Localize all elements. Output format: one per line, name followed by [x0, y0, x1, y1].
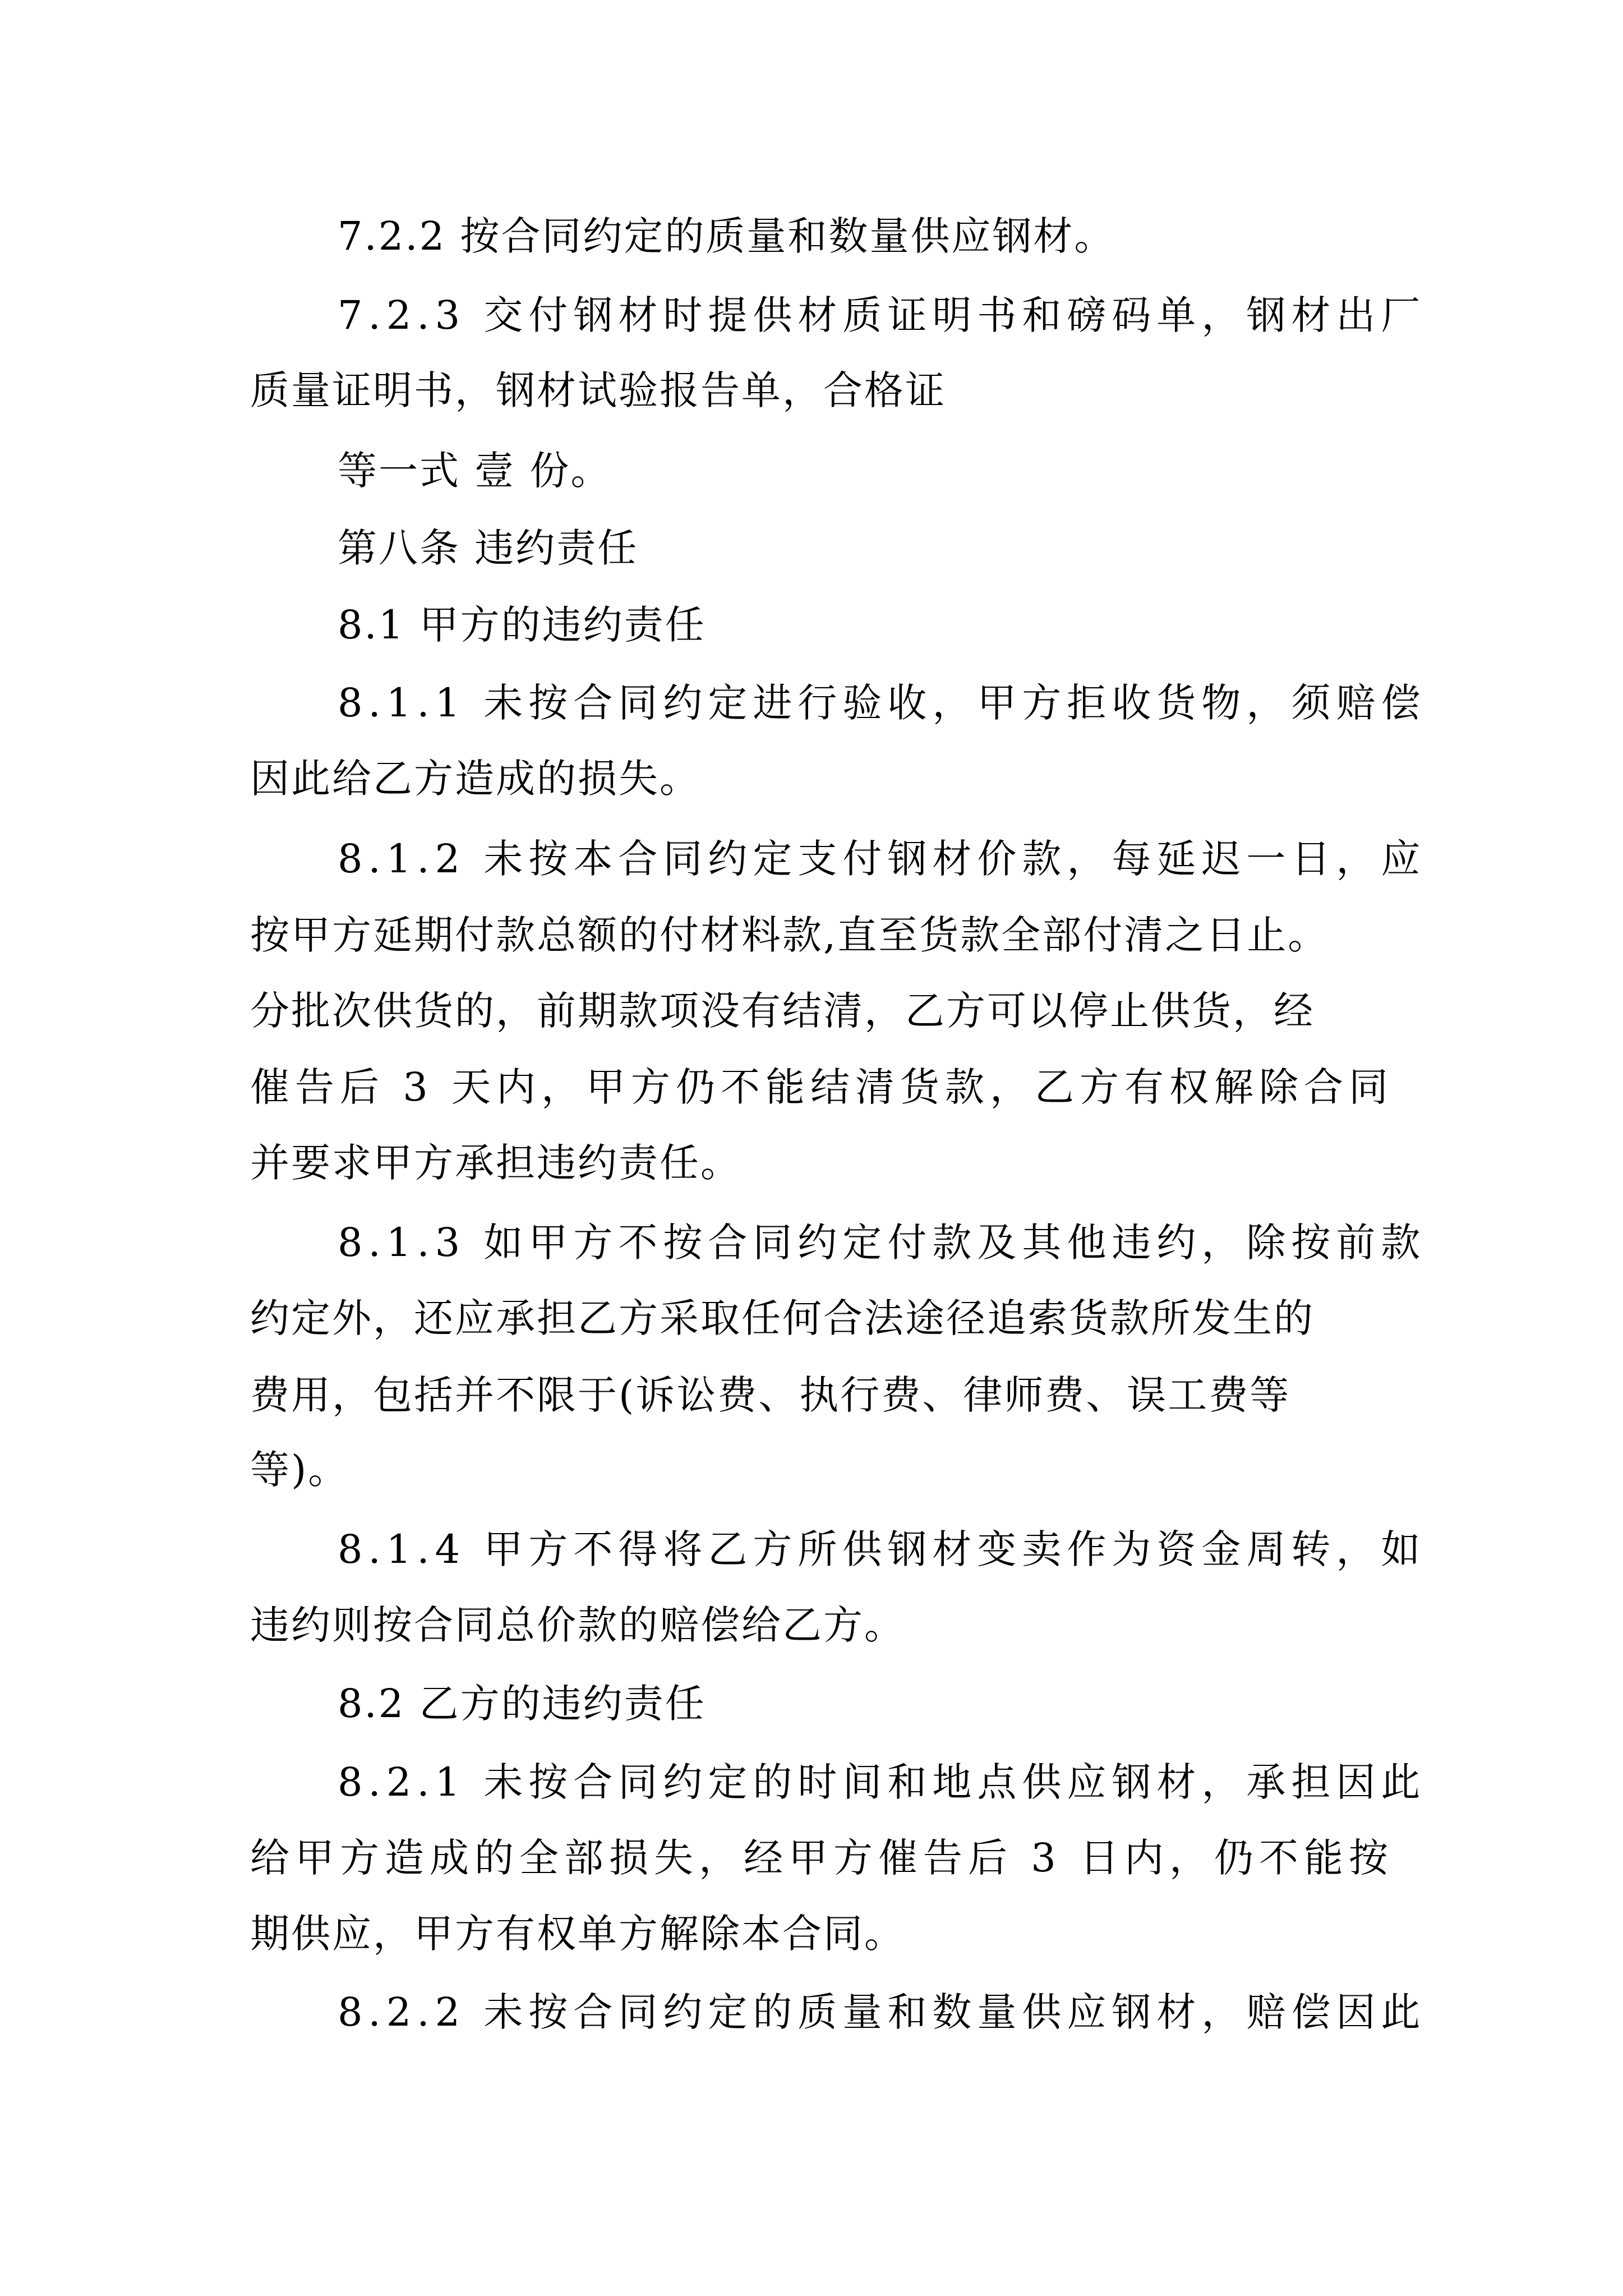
clause-8-2-1-cont-1: 给甲方造成的全部损失，经甲方催告后 3 日内，仍不能按 [250, 1835, 1394, 1881]
clause-8-2-2: 8.2.2 未按合同约定的质量和数量供应钢材，赔偿因此 [338, 1989, 1426, 2035]
clause-7-2-3-cont-2: 等一式 壹 份。 [338, 448, 612, 494]
clause-8-1-2-cont-3: 催告后 3 天内，甲方仍不能结清货款，乙方有权解除合同 [250, 1064, 1394, 1110]
clause-8-1-4-cont: 违约则按合同总价款的赔偿给乙方。 [250, 1602, 905, 1648]
clause-8-1-2: 8.1.2 未按本合同约定支付钢材价款，每延迟一日，应 [338, 836, 1426, 882]
clause-7-2-3: 7.2.3 交付钢材时提供材质证明书和磅码单，钢材出厂 [338, 292, 1426, 338]
clause-8-1-3-cont-2: 费用，包括并不限于(诉讼费、执行费、律师费、误工费等 [250, 1372, 1291, 1418]
clause-8-1-heading: 8.1 甲方的违约责任 [338, 602, 706, 648]
clause-7-2-2: 7.2.2 按合同约定的质量和数量供应钢材。 [338, 213, 1115, 259]
clause-8-1-1-cont: 因此给乙方造成的损失。 [250, 756, 700, 802]
clause-8-2-heading: 8.2 乙方的违约责任 [338, 1681, 706, 1727]
clause-8-2-1: 8.2.1 未按合同约定的时间和地点供应钢材，承担因此 [338, 1759, 1426, 1805]
clause-7-2-3-cont: 质量证明书，钢材试验报告单，合格证 [250, 367, 946, 413]
clause-8-1-2-cont-1: 按甲方延期付款总额的付材料款,直至货款全部付清之日止。 [250, 912, 1329, 958]
clause-8-2-1-cont-2: 期供应，甲方有权单方解除本合同。 [250, 1911, 905, 1957]
article-8-heading: 第八条 违约责任 [338, 525, 639, 571]
clause-8-1-4: 8.1.4 甲方不得将乙方所供钢材变卖作为资金周转，如 [338, 1526, 1426, 1572]
clause-8-1-3: 8.1.3 如甲方不按合同约定付款及其他违约，除按前款 [338, 1220, 1426, 1266]
clause-8-1-2-cont-4: 并要求甲方承担违约责任。 [250, 1140, 741, 1186]
clause-8-1-2-cont-2: 分批次供货的，前期款项没有结清，乙方可以停止供货，经 [250, 988, 1315, 1034]
clause-8-1-1: 8.1.1 未按合同约定进行验收，甲方拒收货物，须赔偿 [338, 680, 1426, 726]
clause-8-1-3-cont-1: 约定外，还应承担乙方采取任何合法途径追索货款所发生的 [250, 1295, 1315, 1341]
clause-8-1-3-cont-3: 等)。 [250, 1447, 349, 1493]
